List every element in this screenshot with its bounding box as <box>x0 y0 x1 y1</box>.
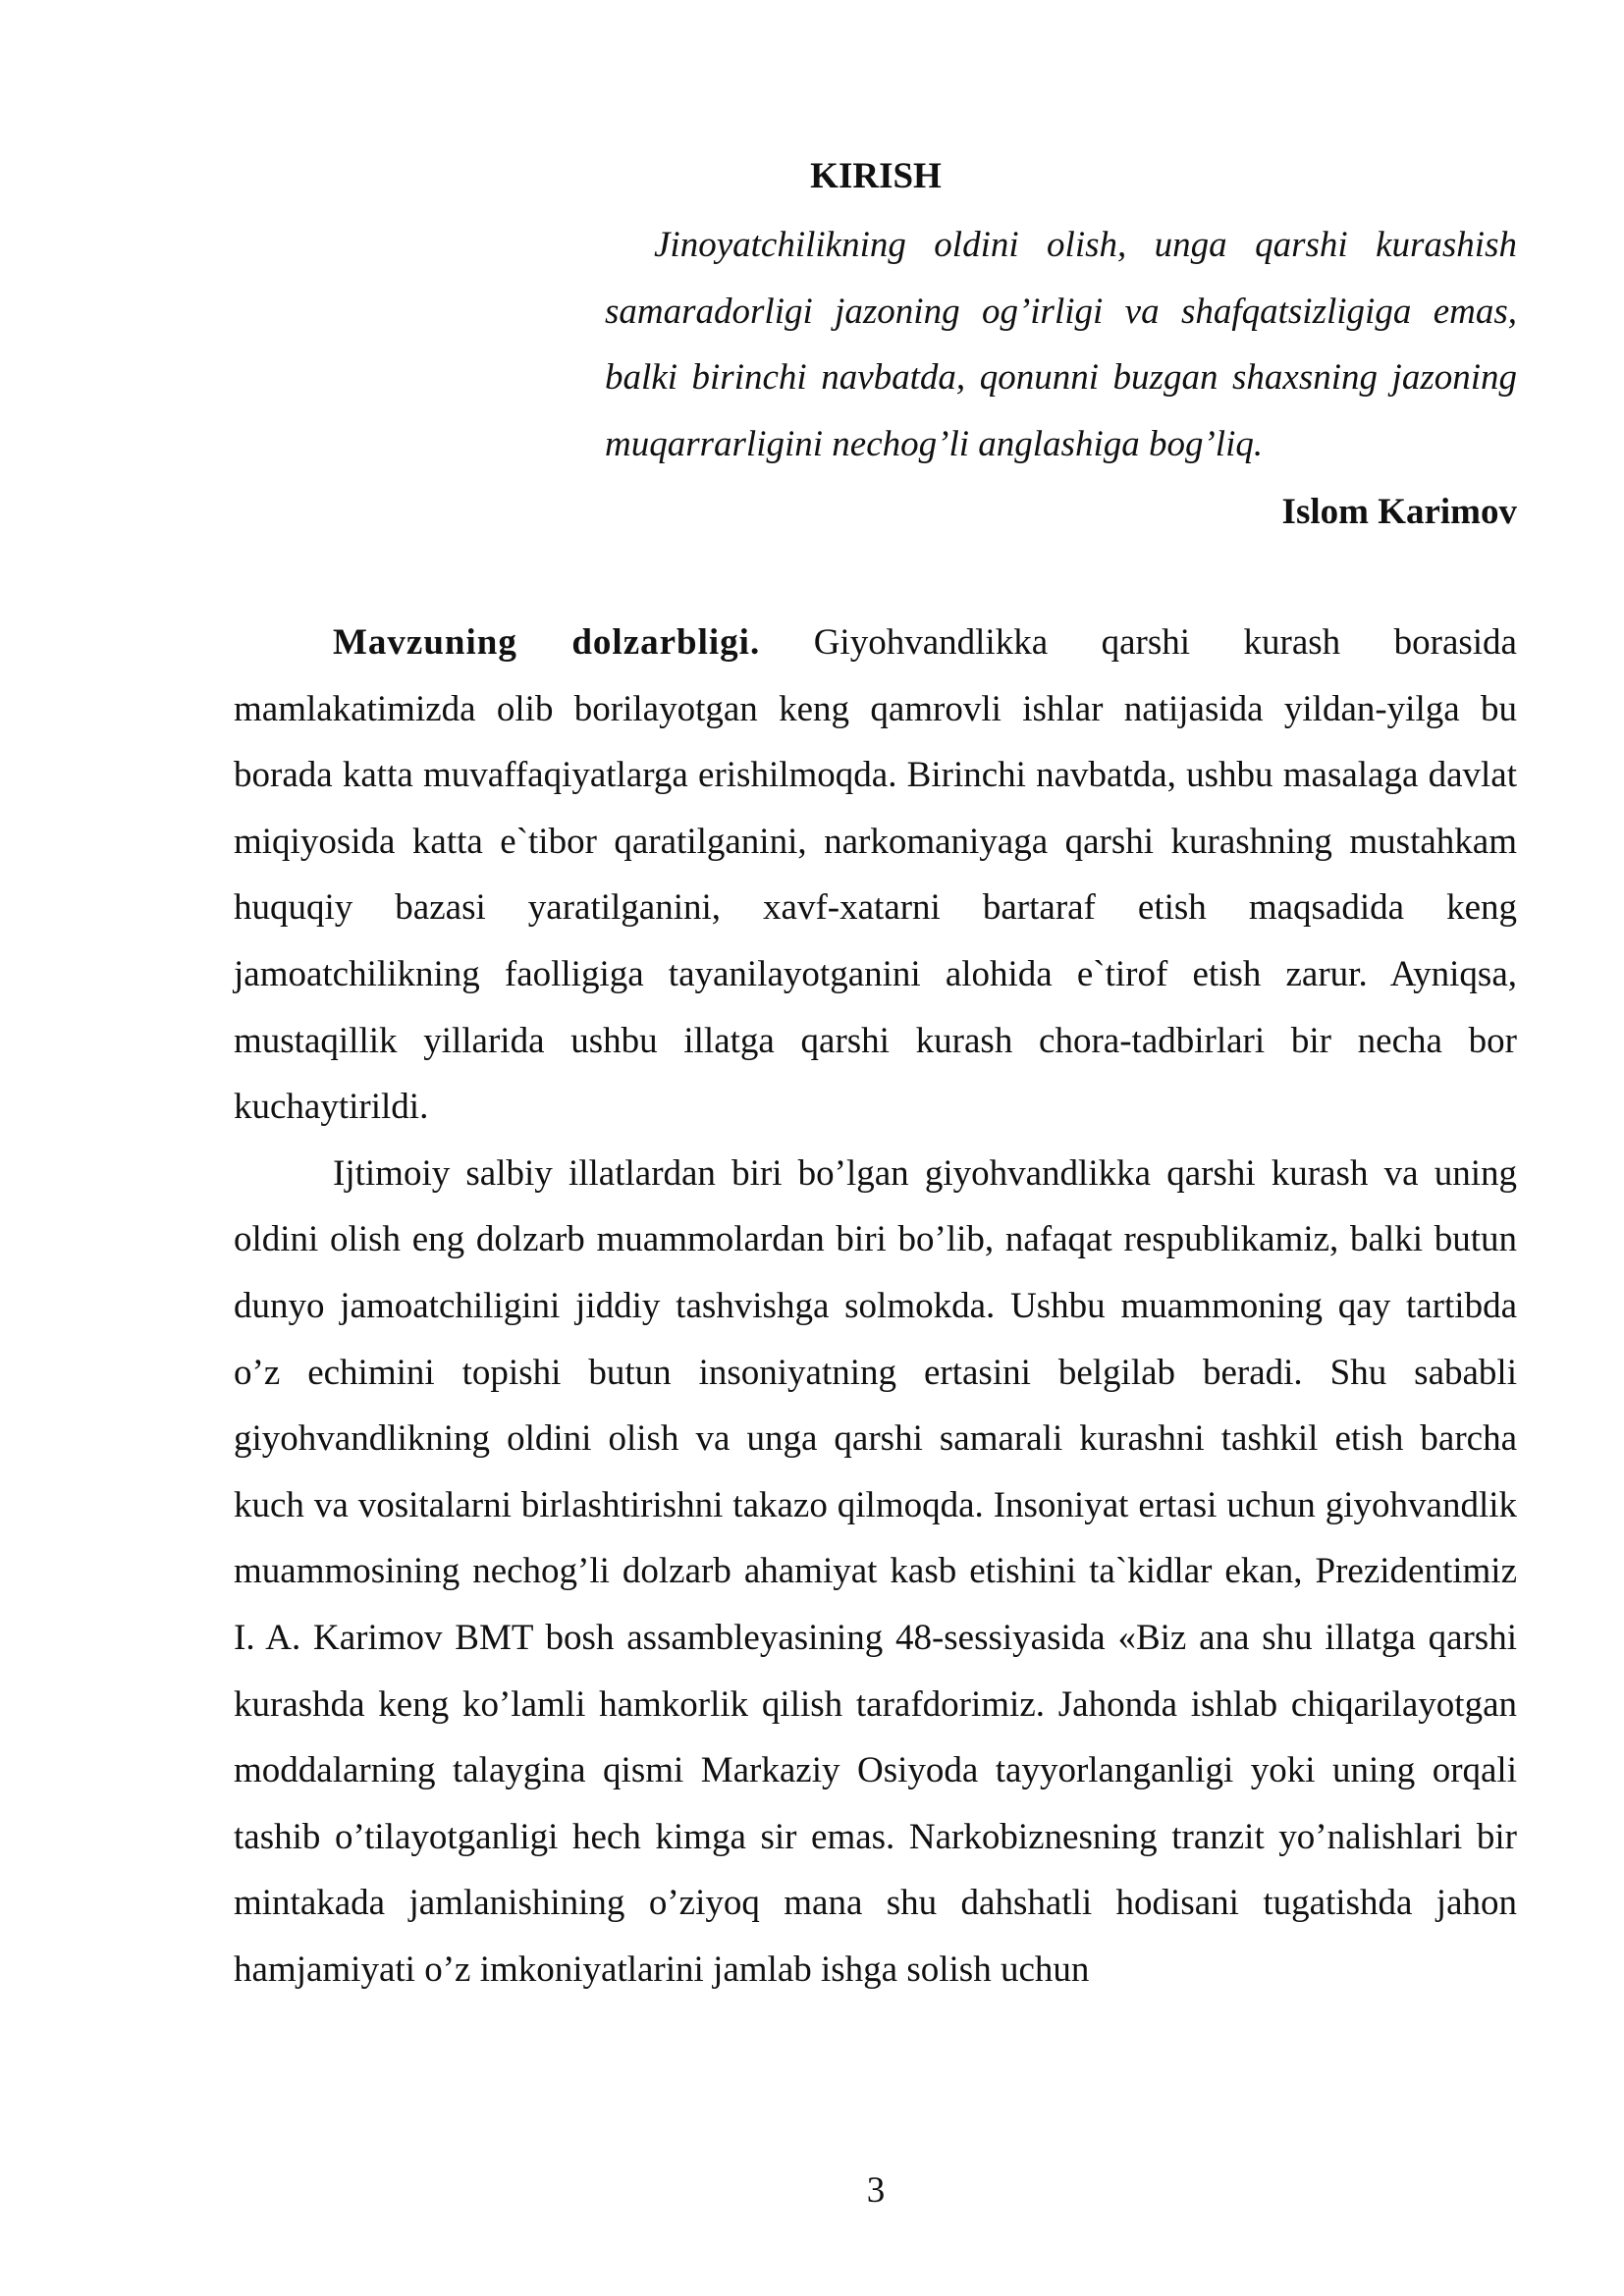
page-number: 3 <box>866 2170 886 2211</box>
epigraph-author: Islom Karimov <box>1281 492 1517 532</box>
paragraph-social-problem: Ijtimoiy salbiy illatlardan biri bo’lgan giyohvandlikka qarshi kurash va uning oldini olish eng dolzarb muammolardan biri bo’lib, nafaqat respublikamiz, balki butun dunyo jamoatchiligini jiddiy tashvishga solmokda. Ushbu muammoning qay tartibda o’z echimini topishi butun insoniyatning ertasini belgilab beradi. Shu sababli giyohvandlikning oldini olish va unga qarshi samarali kurashni tashkil etish barcha kuch va vositalarni birlashtirishni takazo qilmoqda. Insoniyat ertasi uchun giyohvandlik muammosining nechog’li dolzarb ahamiyat kasb etishini ta`kidlar ekan, Prezidentimiz I. A. Karimov BMT bosh assambleyasining 48-sessiyasida «Biz ana shu illatga qarshi kurashda keng ko’lamli hamkorlik qilish tarafdorimiz. Jahonda ishlab chiqarilayotgan moddalarning talaygina qismi Markaziy Osiyoda tayyorlanganligi yoki uning orqali tashib o’tilayotganligi hech kimga sir emas. Narkobiznesning tranzit yo’nalishlari bir mintakada jamlanishining o’ziyoq mana shu dahshatli hodisani tugatishda jahon hamjamiyati o’z imkoniyatlarini jamlab ishga solish uchun <box>234 1152 1517 1990</box>
body-text <box>234 610 1517 2002</box>
section-heading: KIRISH <box>810 156 942 196</box>
paragraph-text: Giyohvandlikka qarshi kurash borasida mamlakatimizda olib borilayotgan keng qamrovli ishlar natijasida yildan-yilga bu borada katta muvaffaqiyatlarga erishilmoqda. Birinchi navbatda, ushbu masalaga davlat miqiyosida katta e`tibor qaratilganini, narkomaniyaga qarshi kurashning mustahkam huquqiy bazasi yaratilganini, xavf-xatarni bartaraf etish maqsadida keng jamoatchilikning faolligiga tayanilayotganini alohida e`tirof etish zarur. Ayniqsa, mustaqillik yillarida ushbu illatga qarshi kurash chora-tadbirlari bir necha bor kuchaytirildi. <box>234 622 1517 1128</box>
paragraph-relevance <box>234 610 1517 1141</box>
epigraph-quote: Jinoyatchilikning oldini olish, unga qarshi kurashish samaradorligi jazoning og’irligi va shafqatsizligiga emas, balki birinchi navbatda, qonunni buzgan shaxsning jazoning muqarrarligini nechog’li anglashiga bog’liq. <box>605 225 1517 464</box>
paragraph-lead: Mavzuning dolzarbligi. <box>333 622 761 663</box>
